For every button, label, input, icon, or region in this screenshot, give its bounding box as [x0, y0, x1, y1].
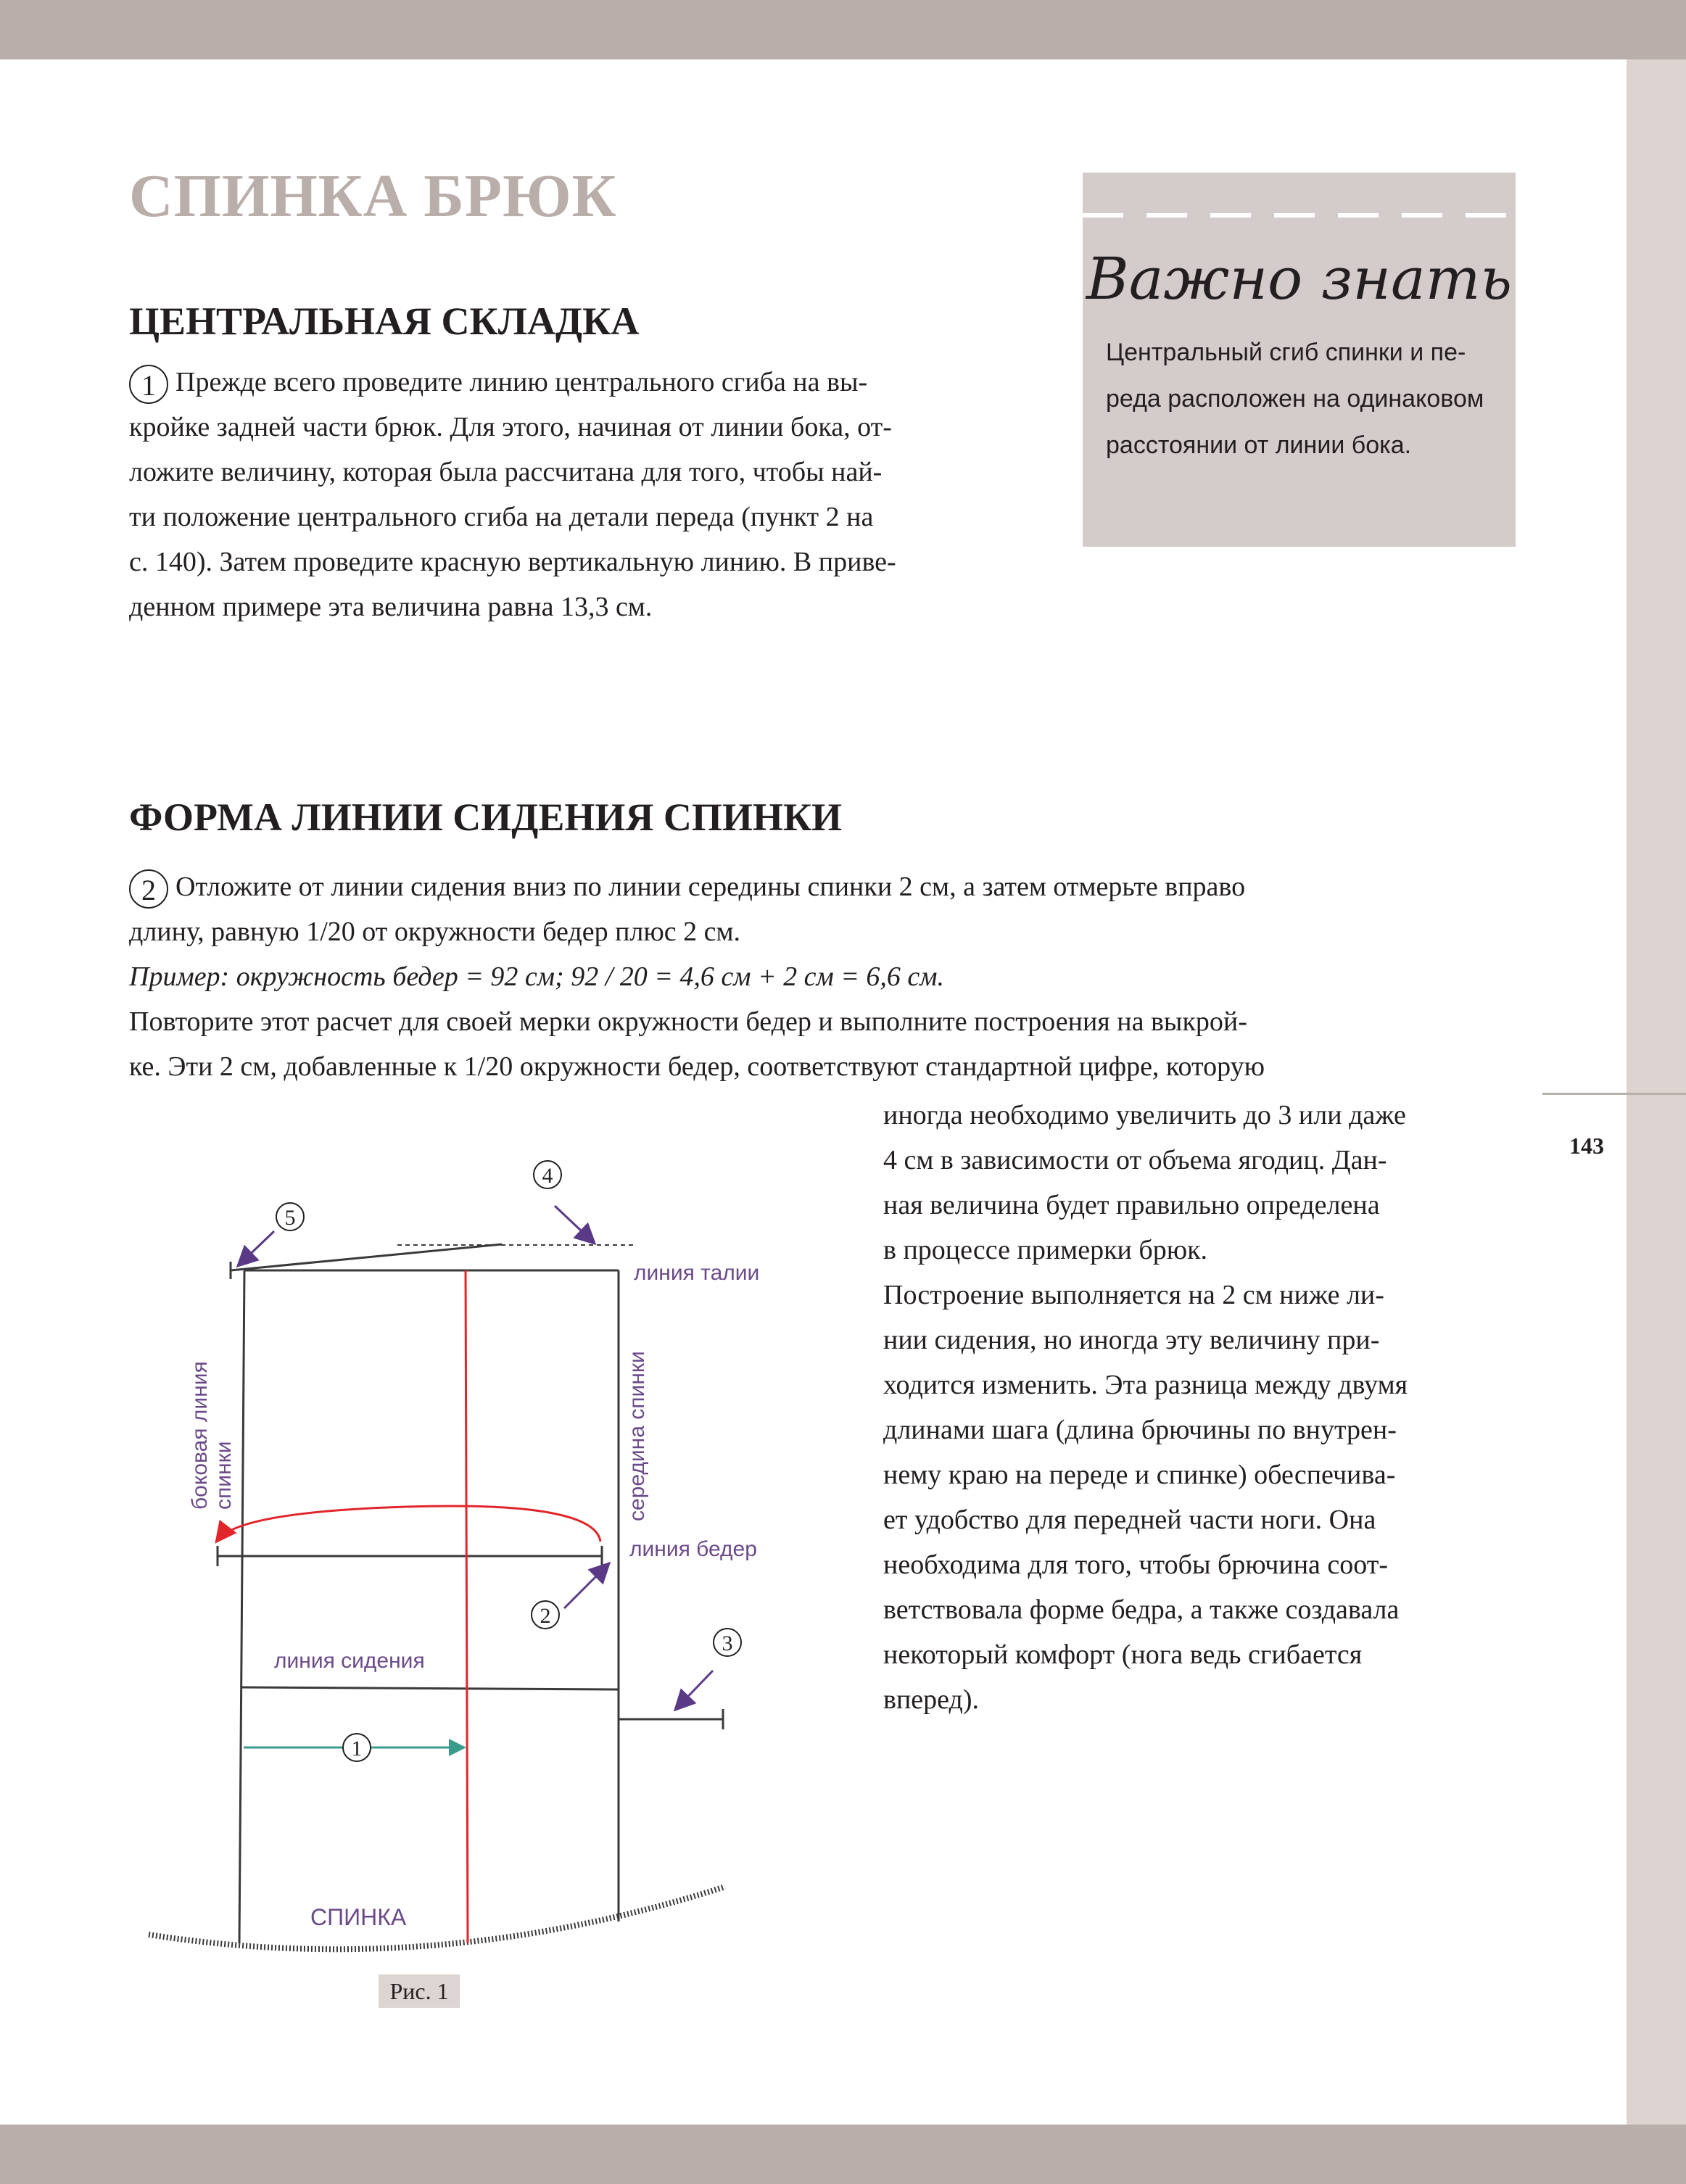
center-back-label: середина спинки — [625, 1351, 649, 1521]
marker-5-label: 5 — [284, 1206, 296, 1230]
section2-line: Повторите этот расчет для своей мерки окружности бедер и выполните построения на выкрой- — [129, 1006, 1247, 1037]
figure-caption: Рис. 1 — [379, 1974, 460, 2008]
section2-line: ке. Эти 2 см, добавленные к 1/20 окружности бедер, соответствуют стандартной цифре, которую — [129, 1051, 1265, 1082]
column-line: некоторый комфорт (нога ведь сгибается — [883, 1639, 1363, 1670]
column-line: вперед). — [883, 1684, 979, 1715]
column-line: длинами шага (длина брючины по внутрен- — [883, 1415, 1397, 1445]
hips-label: линия бедер — [629, 1537, 757, 1561]
page-title: СПИНКА БРЮК — [129, 162, 617, 230]
section1-paragraph — [129, 360, 1038, 629]
section2-column — [883, 1093, 1516, 1722]
top-bar — [0, 0, 1686, 59]
side-line-label-1: боковая линия — [188, 1361, 212, 1510]
right-margin-strip — [1627, 59, 1686, 2125]
section1-line: ложите величину, которая была рассчитана для того, чтобы най- — [129, 457, 883, 487]
column-line: ходится изменить. Эта разница между двумя — [883, 1370, 1408, 1400]
column-line: в процессе примерки брюк. — [883, 1235, 1208, 1265]
section2-heading: ФОРМА ЛИНИИ СИДЕНИЯ СПИНКИ — [129, 795, 843, 839]
arrow-3 — [677, 1671, 713, 1708]
arrow-4 — [555, 1206, 593, 1242]
column-line: ная величина будет правильно определена — [883, 1190, 1380, 1220]
center-fold-line — [466, 1270, 468, 1943]
section2-line: Отложите от линии сидения вниз по линии середины спинки 2 см, а затем отмерьте вправо — [175, 872, 1246, 902]
raised-waist-line — [231, 1244, 502, 1270]
marker-2 — [532, 1601, 559, 1629]
important-note-box — [1083, 173, 1516, 547]
page-number-rule — [1542, 1093, 1686, 1095]
note-line: расстоянии от линии бока. — [1106, 431, 1412, 459]
part-label: СПИНКА — [310, 1904, 407, 1930]
section1-line: с. 140). Затем проведите красную вертикальную линию. В приве- — [129, 547, 896, 577]
arrow-5 — [239, 1231, 274, 1265]
seat-line — [242, 1687, 619, 1689]
arrow-2 — [564, 1565, 608, 1608]
section1-line: Прежде всего проведите линию центрального сгиба на вы- — [175, 367, 868, 397]
section1-line: денном примере эта величина равна 13,3 см. — [129, 592, 653, 622]
note-text — [1106, 329, 1490, 468]
section1-line: ти положение центрального сгиба на детали переда (пункт 2 на — [129, 502, 874, 532]
marker-3 — [714, 1629, 741, 1656]
marker-4-label: 4 — [542, 1164, 553, 1188]
waist-label: линия талии — [634, 1261, 760, 1285]
column-line: необходима для того, чтобы брючина соот- — [883, 1550, 1389, 1580]
side-line-label-2: спинки — [212, 1441, 236, 1510]
marker-1-label: 1 — [351, 1737, 363, 1761]
step-1-marker: 1 — [129, 365, 168, 404]
side-line — [239, 1270, 244, 1943]
section2-example: Пример: окружность бедер = 92 см; 92 / 20 = 4,6 см + 2 см = 6,6 см. — [129, 961, 945, 992]
step-2-marker: 2 — [129, 869, 168, 909]
seat-label: линия сидения — [274, 1649, 425, 1673]
hem-curve — [149, 1887, 725, 1949]
section2-paragraph — [129, 864, 1514, 1089]
pattern-diagram — [0, 1131, 870, 2045]
column-line: ет удобство для передней части ноги. Она — [883, 1505, 1376, 1535]
marker-4 — [534, 1161, 561, 1188]
note-dashed-rule — [1083, 213, 1516, 218]
column-line: Построение выполняется на 2 см ниже ли- — [883, 1280, 1384, 1310]
marker-3-label: 3 — [722, 1631, 733, 1655]
column-line: 4 см в зависимости от объема ягодиц. Дан- — [883, 1145, 1387, 1175]
section1-line: кройке задней части брюк. Для этого, начиная от линии бока, от- — [129, 412, 892, 442]
page-number: 143 — [1569, 1133, 1604, 1159]
column-line: ветствовала форме бедра, а также создавала — [883, 1594, 1400, 1625]
marker-2-label: 2 — [540, 1604, 551, 1628]
column-line: иногда необходимо увеличить до 3 или даже — [883, 1100, 1406, 1130]
section1-heading: ЦЕНТРАЛЬНАЯ СКЛАДКА — [129, 299, 640, 343]
marker-5 — [276, 1203, 304, 1230]
bottom-bar — [0, 2125, 1686, 2184]
hip-arc-arrow — [218, 1506, 600, 1542]
section2-line: длину, равную 1/20 от окружности бедер плюс 2 см. — [129, 917, 741, 947]
column-line: нему краю на переде и спинке) обеспечива- — [883, 1460, 1396, 1490]
note-line: реда расположен на одинаковом — [1106, 385, 1484, 413]
column-line: нии сидения, но иногда эту величину при- — [883, 1325, 1380, 1355]
note-title: Важно знать — [1086, 245, 1513, 313]
note-line: Центральный сгиб спинки и пе- — [1106, 339, 1466, 366]
marker-1 — [343, 1734, 371, 1761]
